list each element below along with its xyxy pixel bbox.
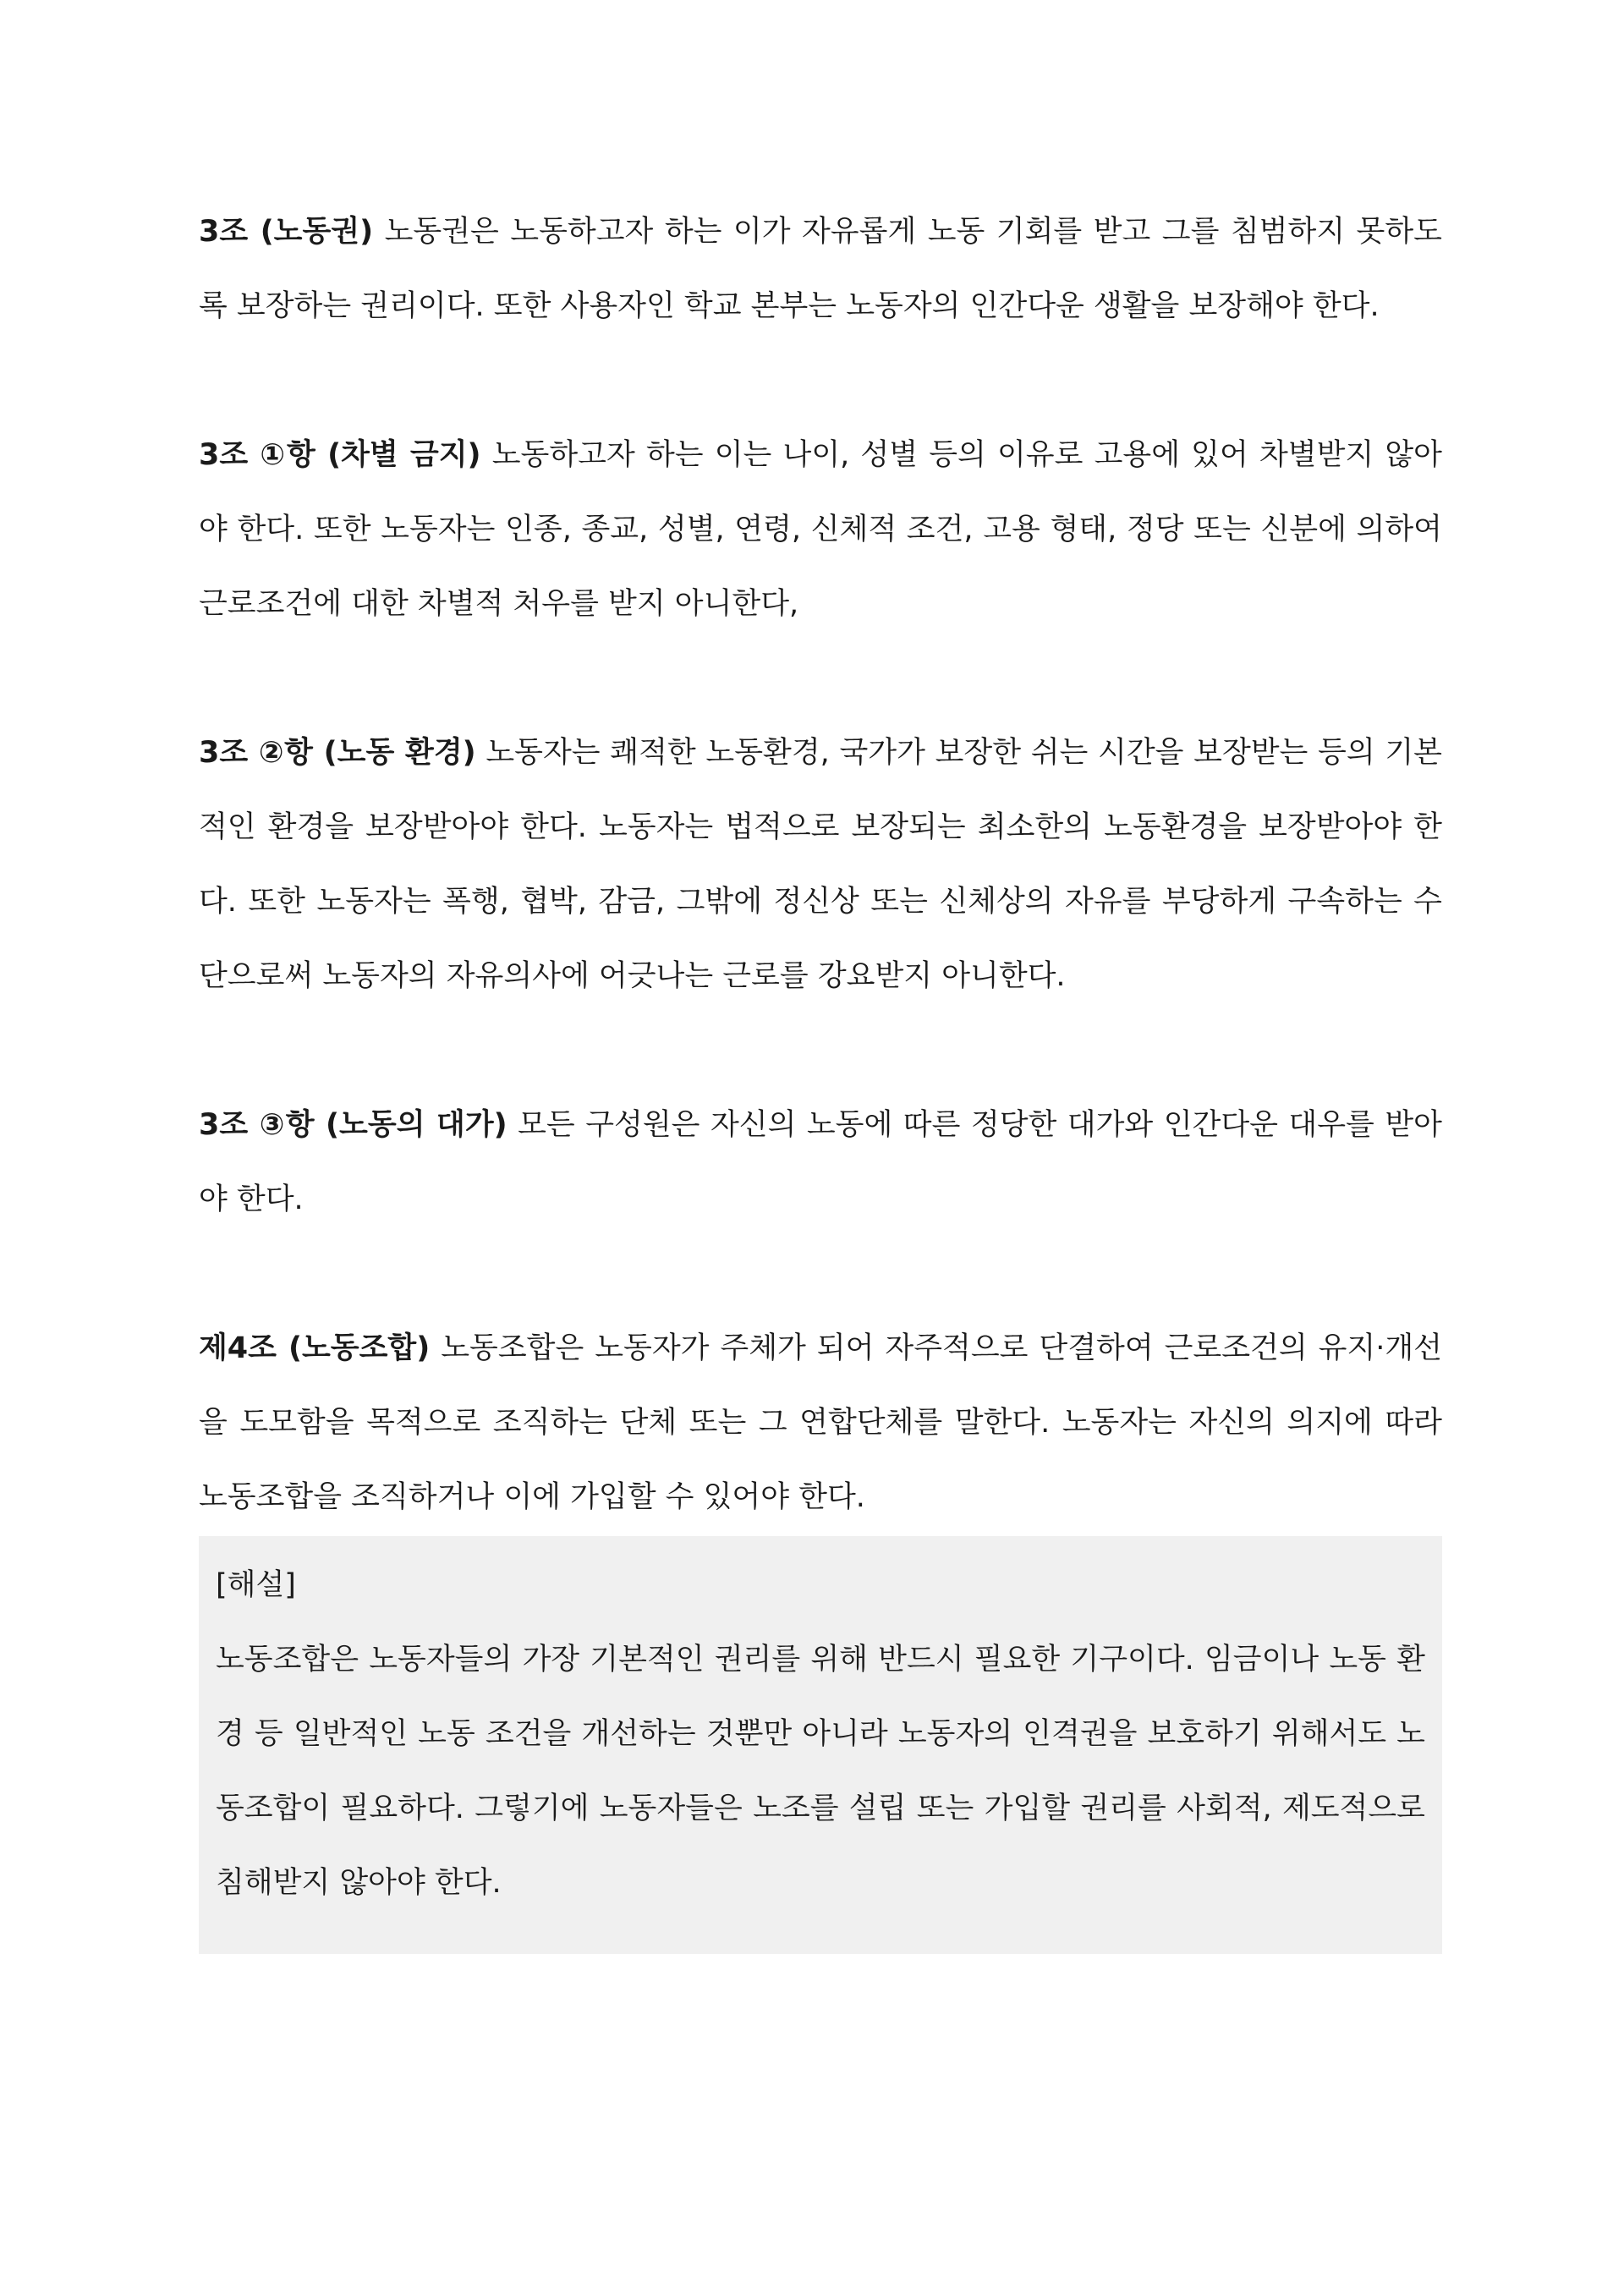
article-3-body: 노동권은 노동하고자 하는 이가 자유롭게 노동 기회를 받고 그를 침범하지 못하도록 보장하는 권리이다. 또한 사용자인 학교 본부는 노동자의 인간다운 생활을 보장해야 한다.: [199, 215, 1442, 323]
article-3-clause-3-heading: 3조 ③항 (노동의 대가): [199, 1108, 508, 1142]
article-4-heading: 제4조 (노동조합): [199, 1331, 431, 1365]
article-3-clause-3: [199, 1088, 1442, 1237]
article-3-clause-2-body: 노동자는 쾌적한 노동환경, 국가가 보장한 쉬는 시간을 보장받는 등의 기본적인 환경을 보장받아야 한다. 노동자는 법적으로 보장되는 최소한의 노동환경을 보장받아야 한다. 또한 노동자는 폭행, 협박, 감금, 그밖에 정신상 또는 신체상의 자유를 부당하게 구속하는 수단으로써 노동자의 자유의사에 어긋나는 근로를 강요받지 아니한다.: [199, 736, 1442, 993]
article-3-clause-1: [199, 418, 1442, 641]
article-3-clause-1-body: 노동하고자 하는 이는 나이, 성별 등의 이유로 고용에 있어 차별받지 않아야 한다. 또한 노동자는 인종, 종교, 성별, 연령, 신체적 조건, 고용 형태, 정당 또는 신분에 의하여 근로조건에 대한 차별적 처우를 받지 아니한다,: [199, 438, 1442, 621]
commentary-text: 노동조합은 노동자들의 가장 기본적인 권리를 위해 반드시 필요한 기구이다. 임금이나 노동 환경 등 일반적인 노동 조건을 개선하는 것뿐만 아니라 노동자의 인격권을 보호하기 위해서도 노동조합이 필요하다. 그렇기에 노동자들은 노조를 설립 또는 가입할 권리를 사회적, 제도적으로 침해받지 않아야 한다.: [216, 1643, 1425, 1900]
article-3-clause-3-body: 모든 구성원은 자신의 노동에 따른 정당한 대가와 인간다운 대우를 받아야 한다.: [199, 1108, 1442, 1216]
article-4: [199, 1311, 1442, 1534]
article-4-body: 노동조합은 노동자가 주체가 되어 자주적으로 단결하여 근로조건의 유지·개선을 도모함을 목적으로 조직하는 단체 또는 그 연합단체를 말한다. 노동자는 자신의 의지에 따라 노동조합을 조직하거나 이에 가입할 수 있어야 한다.: [199, 1331, 1442, 1514]
article-3-heading: 3조 (노동권): [199, 215, 374, 249]
article-3-clause-2: [199, 716, 1442, 1013]
commentary-label: [해설]: [216, 1568, 296, 1602]
commentary-box: [199, 1536, 1442, 1954]
article-3-clause-2-heading: 3조 ②항 (노동 환경): [199, 736, 476, 770]
article-3-clause-1-heading: 3조 ①항 (차별 금지): [199, 438, 481, 472]
article-3: [199, 195, 1442, 343]
document-page: [199, 195, 1442, 1954]
